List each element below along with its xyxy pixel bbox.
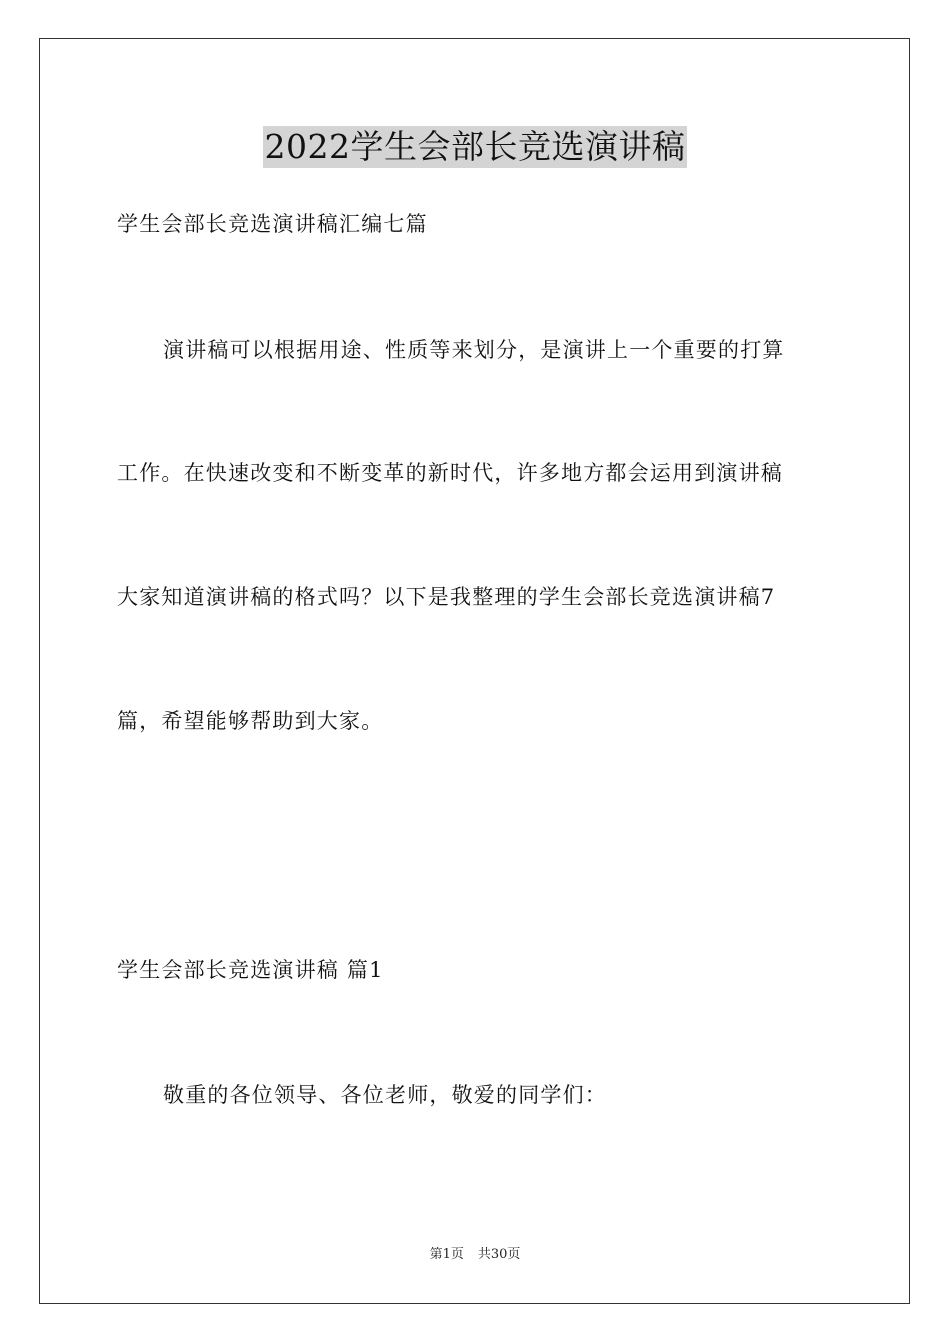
title-container [0, 126, 950, 168]
salutation: 敬重的各位领导、各位老师，敬爱的同学们： [163, 1083, 607, 1107]
page-total: 共30页 [477, 1247, 521, 1262]
document-title: 2022学生会部长竞选演讲稿 [264, 127, 686, 166]
document-subtitle: 学生会部长竞选演讲稿汇编七篇 [117, 212, 428, 236]
section-heading: 学生会部长竞选演讲稿 篇1 [117, 958, 384, 982]
intro-line-3: 大家知道演讲稿的格式吗？以下是我整理的学生会部长竞选演讲稿7 [117, 585, 776, 609]
intro-line-1: 演讲稿可以根据用途、性质等来划分，是演讲上一个重要的打算 [163, 338, 785, 362]
page-footer [0, 1246, 950, 1264]
page-number: 第1页 [429, 1247, 464, 1262]
intro-line-4: 篇，希望能够帮助到大家。 [117, 709, 384, 733]
intro-line-2: 工作。在快速改变和不断变革的新时代，许多地方都会运用到演讲稿 [117, 461, 783, 485]
